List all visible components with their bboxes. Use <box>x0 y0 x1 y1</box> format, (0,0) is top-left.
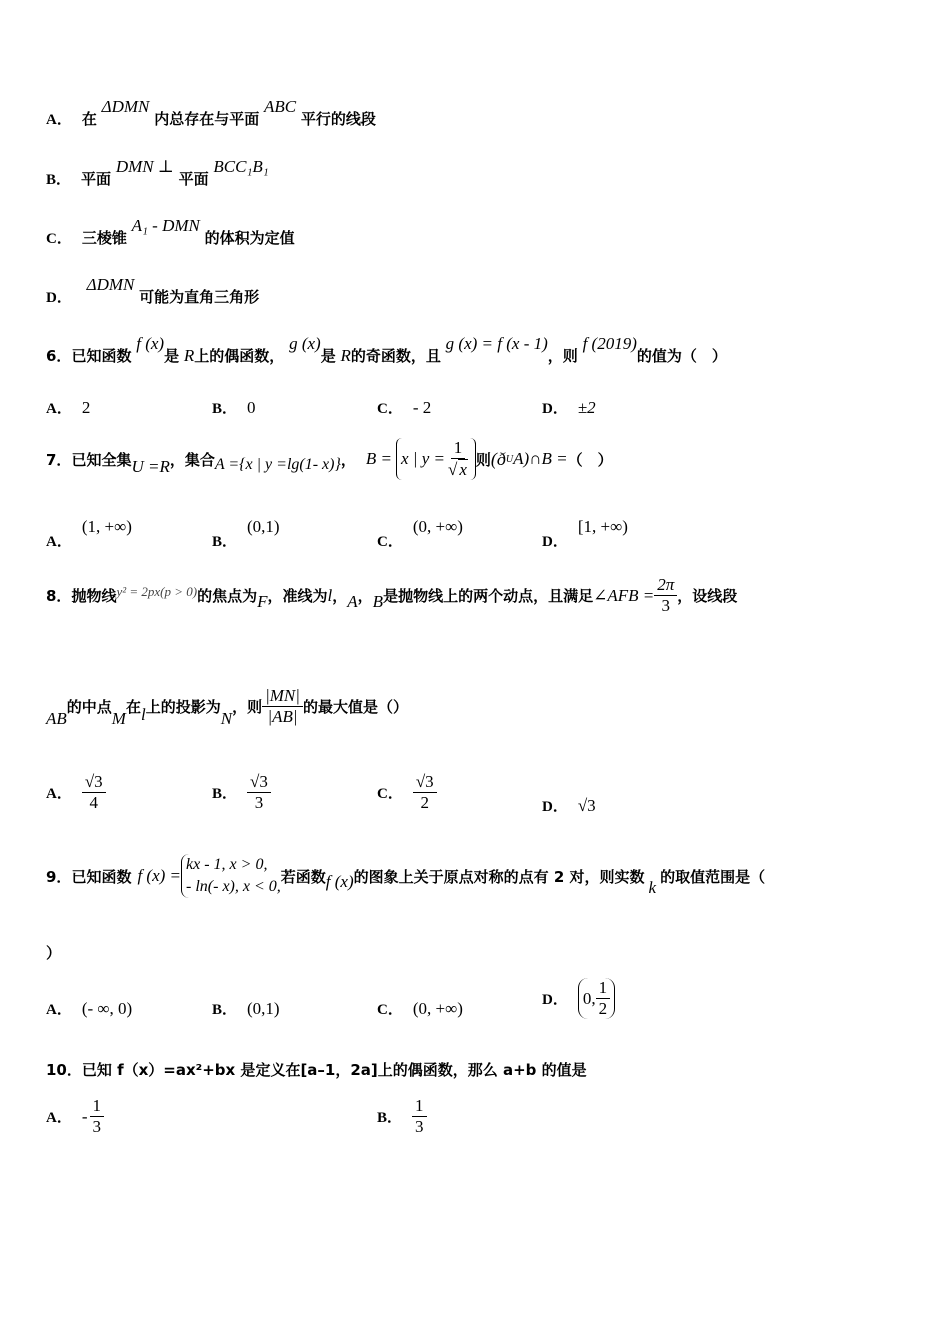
text: ，集合 <box>169 450 215 469</box>
option-label: D． <box>542 534 568 550</box>
option-value: 0 <box>247 398 256 417</box>
text: ，准线为 <box>267 587 328 605</box>
text: 平面 <box>81 170 112 188</box>
math: A₁ - DMN <box>131 216 200 235</box>
q8-option-a <box>46 772 106 813</box>
q9-option-b <box>212 998 280 1019</box>
denominator: 3 <box>92 1117 102 1136</box>
math: l <box>140 704 146 724</box>
denominator: √ x <box>448 460 467 479</box>
option-label: D． <box>542 401 568 417</box>
text: ） <box>46 944 62 962</box>
denominator: 4 <box>89 793 99 812</box>
fraction <box>413 772 437 813</box>
q9-option-a <box>46 998 132 1019</box>
text: 已知函数 <box>71 347 132 365</box>
numerator: 1 <box>596 978 611 999</box>
option-value: (- ∞, 0) <box>81 999 133 1018</box>
option-label: A． <box>46 1002 72 1018</box>
option-label: B． <box>212 401 238 417</box>
text: 已知全集 <box>71 450 132 469</box>
q10-option-a <box>46 1096 104 1137</box>
option-label: A． <box>46 786 72 802</box>
q9-option-d <box>542 978 615 1019</box>
math: M <box>111 708 126 728</box>
option-label: C． <box>377 786 403 802</box>
sign: - <box>81 1106 88 1126</box>
text: 平面 <box>178 170 209 188</box>
q8-option-b <box>212 772 271 813</box>
option-value: ±2 <box>577 398 596 417</box>
question-number: 8． <box>46 587 72 605</box>
q6-option-b <box>212 397 256 418</box>
math: N <box>220 708 233 728</box>
text: 平行的线段 <box>300 110 376 128</box>
text: 内总存在与平面 <box>154 110 260 128</box>
fraction <box>412 1096 427 1137</box>
text: 的图象上关于原点对称的点有 2 对，则实数 <box>353 867 645 886</box>
text: 的值为（ ） <box>636 347 727 365</box>
math: R <box>183 346 195 365</box>
denominator: 3 <box>415 1117 424 1136</box>
math-subscript: U <box>505 453 514 465</box>
math: AB <box>46 708 67 728</box>
question-number: 6． <box>46 347 72 365</box>
q5-option-c <box>46 216 295 248</box>
q10-stem <box>46 1059 587 1080</box>
option-value: (0, +∞) <box>412 999 463 1018</box>
numerator: 1 <box>90 1096 105 1117</box>
option-label: D． <box>542 799 568 815</box>
math: k <box>648 878 657 897</box>
interval-parens <box>578 978 615 1019</box>
text: 是 <box>320 347 336 365</box>
option-value: - 2 <box>412 398 432 417</box>
math: (ð <box>490 448 506 469</box>
math: f (x) = <box>137 866 182 885</box>
denominator: 3 <box>254 793 264 812</box>
option-label: D． <box>542 992 568 1008</box>
text: 三棱锥 <box>81 229 127 247</box>
interval-start: 0, <box>582 988 596 1008</box>
option-label: D． <box>46 290 72 306</box>
q9-option-c <box>377 998 463 1019</box>
numerator: √3 <box>82 772 106 793</box>
option-value: [1, +∞) <box>577 517 628 536</box>
math: f (x) <box>325 872 354 891</box>
math: A <box>347 591 358 611</box>
question-number: 10． <box>46 1061 82 1079</box>
question-number: 9． <box>46 867 72 886</box>
text: ，设线段 <box>677 587 738 605</box>
numerator: 2π <box>654 575 677 596</box>
q6-option-c <box>377 397 431 418</box>
q9-stem-close <box>46 942 61 963</box>
option-label: B． <box>212 534 238 550</box>
option-value: 2 <box>81 398 91 417</box>
math: B = <box>365 449 392 468</box>
piecewise-cases <box>181 854 281 898</box>
numerator: 1 <box>451 438 466 459</box>
text: ，则 <box>547 347 578 365</box>
math: g (x) = f (x - 1) <box>445 334 548 353</box>
math: A)∩B = <box>513 449 568 468</box>
math: ABC <box>263 97 297 116</box>
text: 已知 f（x）=ax²+bx 是定义在[a–1，2a]上的偶函数，那么 a+b 的值是 <box>81 1061 587 1079</box>
q6-option-d <box>542 397 596 418</box>
numerator: |MN| <box>262 686 303 707</box>
radicand: x <box>459 460 467 479</box>
text: 的体积为定值 <box>204 229 295 247</box>
math: f (2019) <box>582 334 637 353</box>
text: 则 <box>475 450 491 469</box>
q8-stem <box>46 575 737 616</box>
option-value: √3 <box>577 796 596 815</box>
math: f (x) <box>136 334 165 353</box>
fraction <box>654 575 677 616</box>
math: R <box>340 346 351 365</box>
text: 的取值范围是（ <box>660 867 766 886</box>
q5-option-d <box>46 275 260 307</box>
option-label: C． <box>377 401 403 417</box>
q7-option-b <box>212 516 280 550</box>
text: 的最大值是（） <box>302 698 408 716</box>
math: BCC₁B₁ <box>213 157 269 176</box>
q5-option-a <box>46 97 376 129</box>
math: ΔDMN <box>86 275 135 294</box>
math: B <box>372 591 384 611</box>
text: ， <box>332 587 348 605</box>
denominator: 2 <box>598 999 608 1018</box>
option-label: B． <box>377 1110 403 1126</box>
q7-option-c <box>377 516 463 550</box>
q7-option-d <box>542 516 628 550</box>
text: （ ） <box>567 450 613 469</box>
math: y² = 2px(p > 0) <box>116 583 198 599</box>
option-label: A． <box>46 1110 72 1126</box>
case-row: kx - 1, x > 0, <box>186 856 268 873</box>
denominator: 3 <box>661 596 670 615</box>
numerator: √3 <box>247 772 271 793</box>
option-label: B． <box>212 786 238 802</box>
option-label: A． <box>46 401 72 417</box>
math: ΔDMN <box>101 97 150 116</box>
text: 在 <box>81 110 97 128</box>
fraction <box>247 772 271 813</box>
q7-option-a <box>46 516 132 550</box>
math: x | y = <box>401 449 445 468</box>
text: 已知函数 <box>71 867 132 886</box>
fraction <box>82 772 106 813</box>
fraction <box>596 978 611 1019</box>
math: g (x) <box>289 334 321 353</box>
option-label: C． <box>377 1002 403 1018</box>
math: U =R <box>131 457 170 476</box>
fraction <box>262 686 303 727</box>
text: 抛物线 <box>71 587 117 605</box>
text: 上的投影为 <box>145 698 221 716</box>
q9-stem <box>46 854 765 898</box>
math: F <box>257 591 268 611</box>
q6-stem <box>46 334 727 366</box>
math: ∠AFB = <box>593 585 655 605</box>
option-value: (0,1) <box>247 999 280 1018</box>
option-label: C． <box>46 231 72 247</box>
q10-option-b <box>377 1096 427 1137</box>
option-value: (0, +∞) <box>412 517 463 536</box>
text: 若函数 <box>280 867 326 886</box>
numerator: 1 <box>412 1096 427 1117</box>
text: 是 <box>164 347 180 365</box>
option-value: (1, +∞) <box>81 517 132 536</box>
text: 可能为直角三角形 <box>139 288 260 306</box>
denominator: 2 <box>420 793 430 812</box>
text: 的中点 <box>66 698 112 716</box>
text: ， <box>357 587 373 605</box>
question-number: 7． <box>46 450 72 469</box>
option-label: B． <box>46 172 72 188</box>
q8-option-c <box>377 772 437 813</box>
q7-stem <box>46 438 613 480</box>
text: ， <box>340 450 356 469</box>
option-value: (0,1) <box>247 517 280 536</box>
option-label: C． <box>377 534 403 550</box>
denominator: |AB| <box>267 707 298 726</box>
q8-stem-line2 <box>46 686 408 727</box>
text: 是抛物线上的两个动点，且满足 <box>383 587 594 605</box>
numerator: √3 <box>413 772 437 793</box>
text: 上的偶函数， <box>194 347 285 365</box>
math: A ={x | y =lg(1- x)} <box>214 456 341 473</box>
math: l <box>327 585 333 605</box>
math: DMN ⊥ <box>115 157 174 176</box>
option-label: A． <box>46 534 72 550</box>
text: 的焦点为 <box>197 587 258 605</box>
case-row: - ln(- x), x < 0, <box>186 878 281 895</box>
option-label: B． <box>212 1002 238 1018</box>
text: ，则 <box>232 698 263 716</box>
q6-option-a <box>46 397 90 418</box>
fraction <box>90 1096 105 1137</box>
option-label: A． <box>46 112 72 128</box>
text: 的奇函数，且 <box>350 347 441 365</box>
set-brace <box>396 438 476 480</box>
q5-option-b <box>46 157 269 189</box>
fraction <box>445 438 471 480</box>
q8-option-d <box>542 795 596 816</box>
text: 在 <box>125 698 141 716</box>
